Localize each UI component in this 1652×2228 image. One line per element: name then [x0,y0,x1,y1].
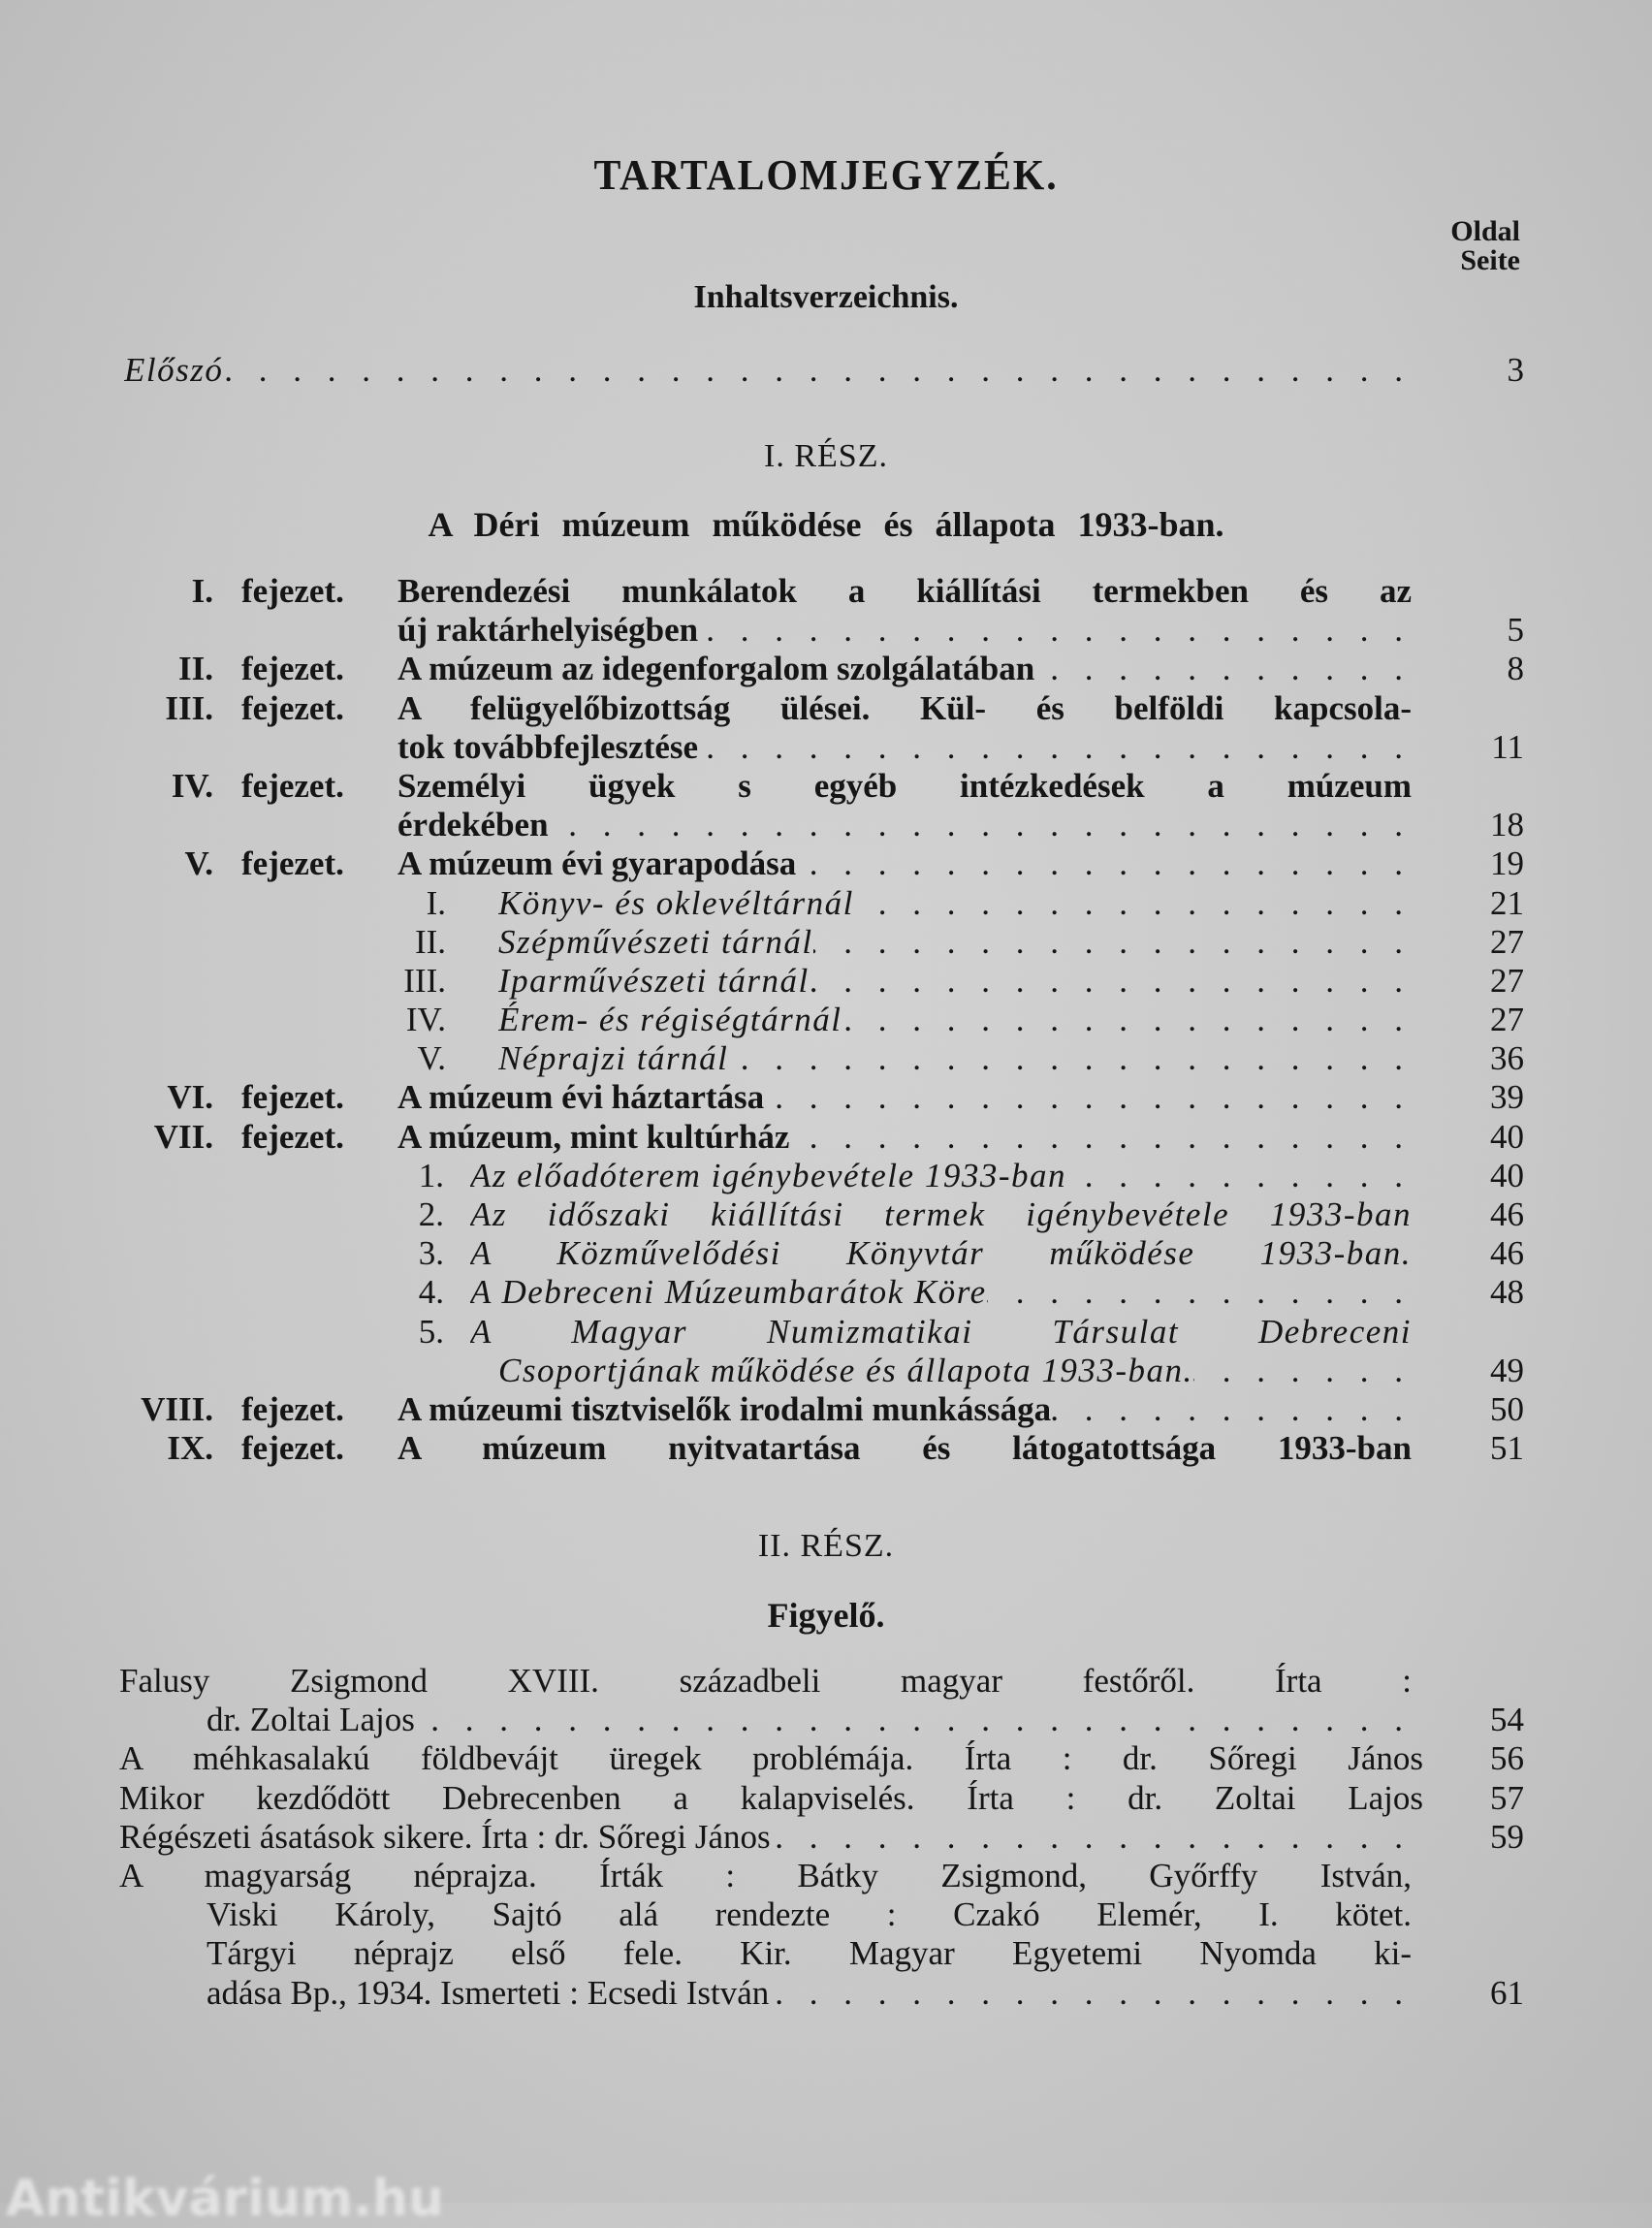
entry-page: 5 [1507,611,1524,650]
entry-title: Személyi ügyek s egyéb intézkedések a múzeum [397,766,1412,805]
dot-leader [1066,1157,1412,1195]
entry-title: érdekében [397,806,549,844]
entry-text-wrap [397,611,1412,650]
entry-title: új raktárhelyiségben [397,611,699,650]
entry-page: 56 [1490,1739,1524,1778]
toc-line [0,962,1652,1001]
entry-text-wrap [397,1390,1412,1429]
entry-text-wrap [119,1857,1412,1895]
entry-text-wrap [498,923,1412,962]
entry-title: tok továbbfejlesztése [397,727,699,766]
entry-page: 39 [1490,1078,1524,1117]
toc-line [0,767,1652,806]
preface-page: 3 [1507,351,1524,389]
entry-page: 27 [1490,922,1524,961]
chapter-label: fejezet. [241,766,344,805]
toc-line [0,650,1652,688]
entry-page: 18 [1490,806,1524,844]
entry-title: Szépművészeti tárnál [498,922,813,961]
entry-page: 27 [1490,961,1524,1000]
entry-text-wrap [206,1934,1412,1973]
entry-page: 50 [1490,1389,1524,1428]
entry-title: Mikor kezdődött Debrecenben a kalapviselés. Írta : dr. Zoltai Lajos [119,1778,1423,1817]
chapter-label: fejezet. [241,1078,344,1117]
dot-leader [842,1001,1412,1039]
entry-text-wrap [470,1195,1412,1234]
entry-text-wrap [498,962,1412,1001]
entry-title: dr. Zoltai Lajos [206,1701,415,1739]
entry-page: 21 [1490,883,1524,922]
chapter-label: fejezet. [241,1389,344,1428]
dot-leader [810,962,1412,1001]
part1-subheading: A Déri múzeum működése és állapota 1933-ban. [428,505,1224,544]
entry-title: Berendezési munkálatok a kiállítási termekben és az [397,572,1412,610]
preface-title: Előszó [124,351,224,389]
entry-number: VII. [153,1117,213,1156]
entry-title: Viski Károly, Sajtó alá rendezte : Czakó Elemér, I. kötet. [206,1895,1412,1934]
entry-number: IV. [405,1001,446,1039]
toc-line [0,1662,1652,1701]
entry-text-wrap [470,1157,1412,1195]
chapter-label: fejezet. [241,688,344,727]
entry-text-wrap [470,1273,1412,1312]
entry-text-wrap [498,1039,1412,1078]
entry-title: Tárgyi néprajz első fele. Kir. Magyar Egyetemi Nyomda ki- [206,1934,1412,1973]
entry-title: Csoportjának működése és állapota 1933-ban. [498,1351,1193,1389]
chapter-label: fejezet. [241,572,344,610]
page-title: TARTALOMJEGYZÉK. [593,151,1059,199]
toc-line [0,1779,1652,1818]
entry-number: V. [184,844,213,883]
entry-page: 19 [1490,844,1524,883]
dot-leader [728,1039,1412,1078]
entry-number: VIII. [141,1389,213,1428]
dot-leader [771,1818,1412,1857]
toc-line [0,1857,1652,1895]
entry-title: A magyarság néprajza. Írták : Bátky Zsigmond, Győrffy István, [119,1856,1412,1894]
dot-leader [987,1273,1412,1312]
toc-line [0,1039,1652,1078]
entry-text-wrap [397,650,1412,688]
dot-leader [549,806,1412,844]
entry-page: 40 [1490,1156,1524,1194]
toc-line [0,1739,1652,1778]
entry-title: A múzeum nyitvatartása és látogatottsága 1933-ban [397,1429,1412,1468]
chapter-label: fejezet. [241,1429,344,1468]
entry-text-wrap [470,1234,1412,1273]
entry-title: Iparművészeti tárnál [498,961,810,1000]
toc-line [0,1429,1652,1468]
entry-text-wrap [498,884,1412,923]
entry-text-wrap [397,689,1412,728]
entry-title: A Magyar Numizmatikai Társulat Debreceni [470,1312,1412,1351]
entry-text-wrap [397,728,1412,767]
entry-text-wrap [206,1701,1412,1739]
dot-leader [1034,650,1412,688]
toc-line [0,923,1652,962]
entry-text-wrap [119,1818,1412,1857]
entry-title: A múzeumi tisztviselők irodalmi munkássága [397,1389,1052,1428]
entry-title: Néprajzi tárnál [498,1039,729,1078]
chapter-label: fejezet. [241,1117,344,1156]
toc-line [0,1273,1652,1312]
entry-page: 51 [1490,1429,1524,1468]
entry-text-wrap [470,1313,1412,1352]
entry-title: Könyv- és oklevéltárnál [498,883,854,922]
entry-page: 36 [1490,1039,1524,1078]
dot-leader [223,351,1412,390]
entry-number: IX. [167,1429,213,1468]
toc-line [0,728,1652,767]
entry-title: A Debreceni Múzeumbarátok Köre [470,1273,987,1312]
entry-text-wrap [397,767,1412,806]
toc-line [0,1001,1652,1039]
entry-page: 48 [1490,1273,1524,1312]
entry-title: Érem- és régiségtárnál [498,1001,842,1039]
entry-title: A felügyelőbizottság ülései. Kül- és belföldi kapcsola- [397,688,1412,727]
entry-text-wrap [498,1001,1412,1039]
entry-text-wrap [206,1895,1412,1934]
entry-text-wrap [397,572,1412,611]
entry-page: 46 [1490,1195,1524,1233]
entry-number: I. [191,572,213,610]
entry-title: adása Bp., 1934. Ismerteti : Ecsedi István [206,1973,770,2012]
chapter-label: fejezet. [241,844,344,883]
entry-page: 40 [1490,1117,1524,1156]
entry-number: I. [426,883,446,922]
entry-number: 5. [418,1312,444,1351]
entry-number: III. [165,688,213,727]
entry-title: A múzeum évi háztartása [397,1078,765,1117]
entry-number: 1. [418,1156,444,1194]
toc-line [0,572,1652,611]
entry-number: V. [417,1039,446,1078]
toc-line [0,689,1652,728]
toc-line [0,1974,1652,2013]
entry-title: Az időszaki kiállítási termek igénybevétele 1933-ban [470,1195,1412,1233]
entry-text-wrap [498,1352,1412,1390]
dot-leader [1193,1352,1412,1390]
toc-line [0,1701,1652,1739]
part1-heading: I. RÉSZ. [764,438,888,474]
entry-title: A múzeum, mint kultúrház [397,1117,790,1156]
entry-text-wrap [119,1739,1423,1778]
toc-line [0,1234,1652,1273]
page-subtitle: Inhaltsverzeichnis. [693,279,959,315]
toc-line [0,1390,1652,1429]
entry-title: A múzeum évi gyarapodása [397,844,797,883]
toc-line [0,1313,1652,1352]
chapter-label: fejezet. [241,650,344,688]
entry-page: 61 [1490,1973,1524,2012]
dot-leader [698,728,1412,767]
toc-line [0,1895,1652,1934]
entry-text-wrap [397,844,1412,883]
dot-leader [854,884,1412,923]
entry-text-wrap [119,1779,1423,1818]
entry-title: A Közművelődési Könyvtár működése 1933-ban. [470,1234,1412,1273]
toc-line [0,1195,1652,1234]
entry-title: Falusy Zsigmond XVIII. századbeli magyar festőről. Írta : [119,1662,1412,1700]
entry-text-wrap [397,806,1412,844]
toc-line [0,611,1652,650]
dot-leader [769,1974,1412,2013]
entry-number: 4. [418,1273,444,1312]
entry-text-wrap [397,1429,1412,1468]
entry-title: A méhkasalakú földbevájt üregek problémája. Írta : dr. Sőregi János [119,1739,1423,1778]
part2-heading: II. RÉSZ. [757,1528,895,1564]
toc-line [0,806,1652,844]
entry-number: IV. [171,766,213,805]
entry-number: III. [403,961,446,1000]
dot-leader [415,1701,1412,1739]
part2-contents [0,1662,1652,2013]
page-column-label-de: Seite [1460,244,1520,276]
entry-page: 8 [1507,650,1524,688]
toc-line [0,884,1652,923]
toc-line [0,1078,1652,1117]
toc-line [0,1934,1652,1973]
entry-page: 46 [1490,1234,1524,1273]
entry-number: 3. [418,1234,444,1273]
entry-page: 49 [1490,1351,1524,1389]
preface-text-wrap [124,351,1412,390]
entry-page: 57 [1490,1778,1524,1817]
dot-leader [698,611,1412,650]
preface-entry [0,351,1652,390]
entry-title: Az előadóterem igénybevétele 1933-ban [470,1156,1066,1194]
entry-number: 2. [418,1195,444,1233]
dot-leader [1051,1390,1412,1429]
entry-title: Régészeti ásatások sikere. Írta : dr. Sőregi János [119,1817,771,1856]
dot-leader [813,923,1412,962]
dot-leader [764,1078,1412,1117]
dot-leader [789,1118,1412,1157]
toc-line [0,1352,1652,1390]
entry-page: 54 [1490,1701,1524,1739]
entry-page: 27 [1490,1001,1524,1039]
entry-page: 11 [1491,727,1524,766]
toc-line [0,1118,1652,1157]
entry-page: 59 [1490,1817,1524,1856]
entry-number: VI. [167,1078,213,1117]
entry-text-wrap [206,1974,1412,2013]
entry-text-wrap [119,1662,1412,1701]
toc-line [0,844,1652,883]
part2-subheading: Figyelő. [767,1596,885,1635]
entry-text-wrap [397,1118,1412,1157]
page-column-label-hu: Oldal [1450,215,1520,247]
toc-line [0,1157,1652,1195]
entry-number: II. [414,922,446,961]
entry-number: II. [178,650,213,688]
toc-line [0,1818,1652,1857]
watermark-logo: Antikvárium.hu [6,2170,444,2228]
entry-text-wrap [397,1078,1412,1117]
dot-leader [796,844,1412,883]
entry-title: A múzeum az idegenforgalom szolgálatában [397,650,1035,688]
part1-contents [0,572,1652,1468]
